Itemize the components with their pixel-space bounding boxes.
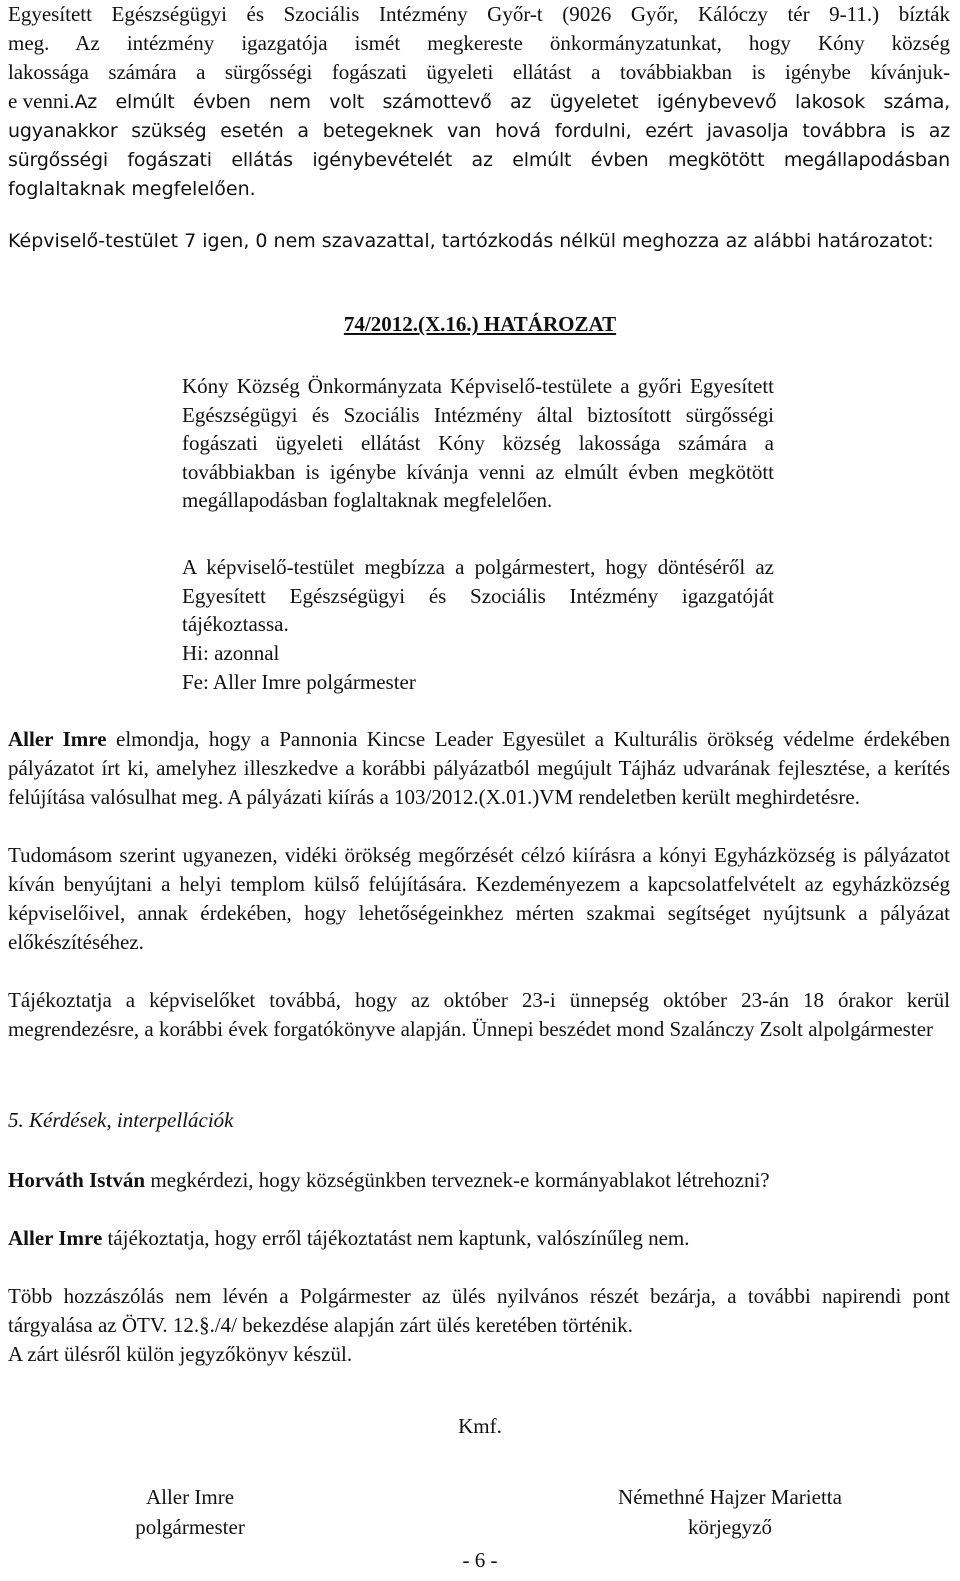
intro-paragraph [8,0,950,204]
section-heading: 5. Kérdések, interpellációk [8,1108,234,1132]
signature-right-name: Némethné Hajzer Marietta [618,1485,842,1509]
intro-line-1: Egyesített Egészségügyi és Szociális Intézmény Győr-t (9026 Győr, Kálóczy tér 9-11.) bízták [8,2,950,26]
intro-line-4-sans: Az elmúlt évben nem volt számottevő az ügyeletet igénybevevő lakosok száma, [74,91,950,113]
body-paragraph-3: Tájékoztatja a képviselőket továbbá, hogy az október 23-i ünnepség október 23-án 18 órakor kerül megrendezésre, a korábbi évek forgatókönyve alapján. Ünnepi beszédet mond Szalánczy Zsolt alpolgármester [8,988,950,1041]
resolution-deadline: Hi: azonnal [182,641,280,665]
body-paragraph-2: Tudomásom szerint ugyanezen, vidéki örökség megőrzését célzó kiírásra a kónyi Egyházközség is pályázatot kíván benyújtani a helyi templom külső felújítására. Kezdeményezem a kapcsolatfelvételt az egyházközség képviselőivel, annak érdekében, hogy lehetőségeinkhez mérten szakmai segítséget nyújtsunk a pályázat előkészítéséhez. [8,843,950,954]
intro-sans-line-1: ugyanakkor szükség esetén a betegeknek van hová fordulni, ezért javasolja továbbra is az [8,120,950,142]
signature-left [100,1482,280,1542]
body-paragraph-1-text: elmondja, hogy a Pannonia Kincse Leader Egyesület a Kulturális örökség védelme érdekében pályázatot írt ki, amelyhez illeszkedve a korábbi pályázatból megújult Tájház udvarának fejlesztése, a kerítés felújítása valósulhat meg. A pályázati kiírás a 103/2012.(X.01.)VM rendeletben került meghirdetésre. [8,727,951,809]
closing-paragraph: Több hozzászólás nem lévén a Polgármester az ülés nyilvános részét bezárja, a további napirendi pont tárgyalása az ÖTV. 12.§./4/ bekezdése alapján zárt ülés keretében történik. [8,1284,950,1337]
resolution-responsible: Fe: Aller Imre polgármester [182,670,416,694]
intro-line-2: meg. Az intézmény igazgatója ismét megkereste önkormányzatunkat, hogy Kóny község [8,31,950,55]
answerer-name: Aller Imre [8,1226,103,1250]
signature-left-title: polgármester [135,1515,245,1539]
kmf-label: Kmf. [458,1414,502,1438]
resolution-title: 74/2012.(X.16.) HATÁROZAT [343,312,617,336]
page-number: - 6 - [462,1548,498,1572]
question-text: megkérdezi, hogy községünkben terveznek-e kormányablakot létrehozni? [145,1168,770,1192]
answer-text: tájékoztatja, hogy erről tájékoztatást nem kaptunk, valószínűleg nem. [102,1226,690,1250]
closed-session-note: A zárt ülésről külön jegyzőkönyv készül. [8,1342,353,1366]
vote-statement: Képviselő-testület 7 igen, 0 nem szavazattal, tartózkodás nélkül meghozza az alábbi határozatot: [8,230,934,252]
intro-line-4-serif: e venni. [8,89,75,113]
intro-sans-line-3: foglaltaknak megfelelően. [8,178,256,200]
resolution-paragraph-2: A képviselő-testület megbízza a polgármestert, hogy döntéséről az Egyesített Egészségügyi és Szociális Intézmény igazgatóját tájékoztassa. [182,555,774,637]
signature-left-name: Aller Imre [145,1485,235,1509]
signature-right-title: körjegyző [688,1515,772,1539]
answer-paragraph [8,1224,950,1253]
intro-line-4 [8,87,950,117]
question-paragraph [8,1166,950,1195]
intro-sans-line-2: sürgősségi fogászati ellátás igénybevételét az elmúlt évben megkötött megállapodásban [8,149,950,171]
questioner-name: Horváth István [8,1168,146,1192]
intro-line-3: lakossága számára a sürgősségi fogászati ügyeleti ellátást a továbbiakban is igénybe kívánjuk- [8,60,950,84]
signature-right [580,1482,880,1542]
body-paragraph-1 [8,725,950,812]
speaker-name: Aller Imre [8,727,107,751]
resolution-paragraph-1: Kóny Község Önkormányzata Képviselő-testülete a győri Egyesített Egészségügyi és Szociális Intézmény által biztosított sürgősségi fogászati ügyeleti ellátást Kóny község lakossága számára a továbbiakban is igénybe kívánja venni az elmúlt évben megkötött megállapodásban foglaltaknak megfelelően. [182,374,774,513]
